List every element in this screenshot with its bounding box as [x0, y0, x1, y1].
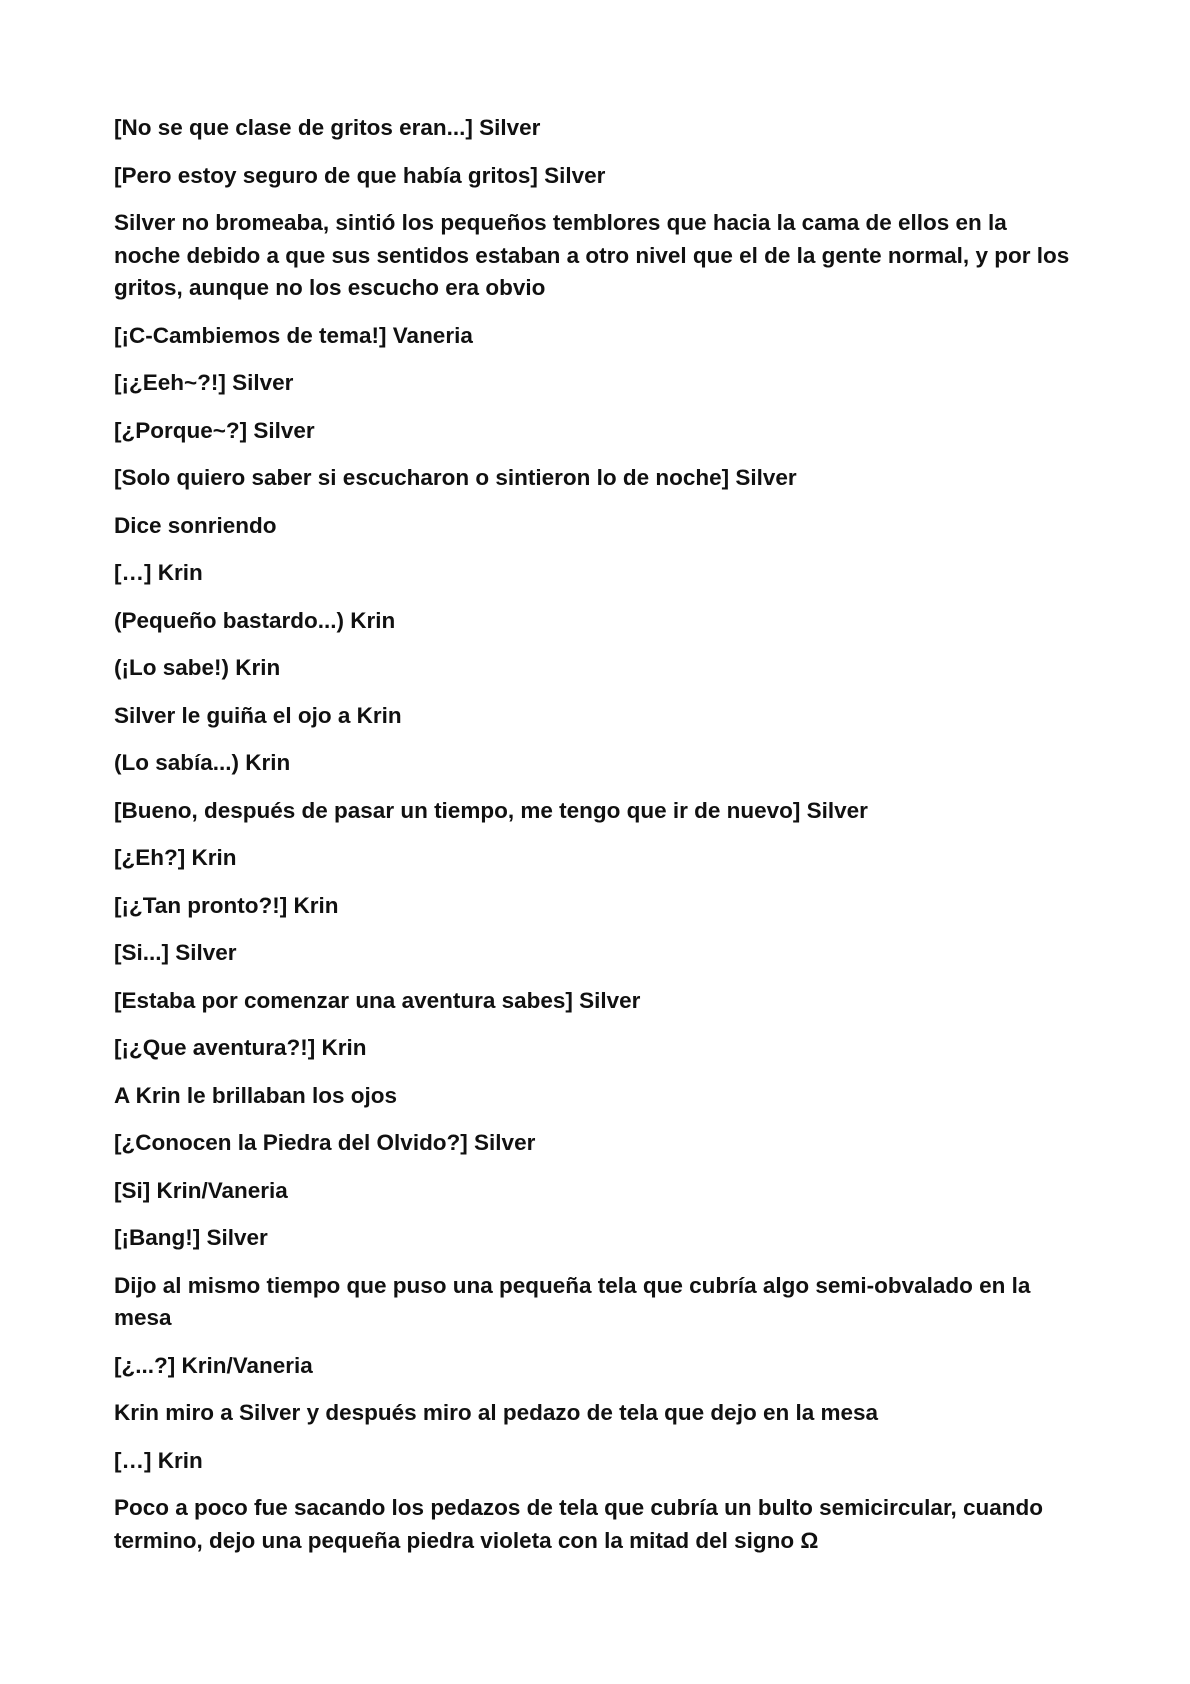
- paragraph-8: Dice sonriendo: [114, 512, 277, 538]
- paragraph-4: [¡C-Cambiemos de tema!] Vaneria: [114, 322, 473, 348]
- paragraph-1: [No se que clase de gritos eran...] Silver: [114, 115, 541, 140]
- paragraph-26: Krin miro a Silver y después miro al pedazo de tela que dejo en la mesa: [114, 1400, 879, 1425]
- paragraph-15: [¿Eh?] Krin: [114, 845, 237, 870]
- paragraph-23: [¡Bang!] Silver: [114, 1225, 268, 1250]
- paragraph-5: [¡¿Eeh~?!] Silver: [114, 370, 294, 395]
- paragraph-3: Silver no bromeaba, sintió los pequeños temblores que hacia la cama de ellos en la noche debido a que sus sentidos estaban a otro nivel que el de la gente normal, y por los gritos, aunque no los escucho era obvio: [114, 210, 1070, 300]
- paragraph-24: Dijo al mismo tiempo que puso una pequeña tela que cubría algo semi-obvalado en la mesa: [114, 1272, 1031, 1330]
- paragraph-17: [Si...] Silver: [114, 940, 237, 965]
- paragraph-13: (Lo sabía...) Krin: [114, 750, 291, 775]
- paragraph-14: [Bueno, después de pasar un tiempo, me tengo que ir de nuevo] Silver: [114, 797, 868, 823]
- paragraph-7: [Solo quiero saber si escucharon o sintieron lo de noche] Silver: [114, 465, 797, 490]
- paragraph-28: Poco a poco fue sacando los pedazos de tela que cubría un bulto semicircular, cuando termino, dejo una pequeña piedra violeta con la mitad del signo Ω: [114, 1495, 1043, 1553]
- paragraph-11: (¡Lo sabe!) Krin: [114, 655, 281, 680]
- paragraph-10: (Pequeño bastardo...) Krin: [114, 607, 396, 633]
- paragraph-19: [¡¿Que aventura?!] Krin: [114, 1035, 367, 1060]
- paragraph-2: [Pero estoy seguro de que había gritos] Silver: [114, 162, 606, 188]
- paragraph-16: [¡¿Tan pronto?!] Krin: [114, 892, 339, 918]
- paragraph-25: [¿...?] Krin/Vaneria: [114, 1352, 313, 1378]
- document-body: [114, 112, 1079, 1572]
- paragraph-12: Silver le guiña el ojo a Krin: [114, 702, 402, 728]
- paragraph-18: [Estaba por comenzar una aventura sabes] Silver: [114, 987, 641, 1013]
- paragraph-6: [¿Porque~?] Silver: [114, 417, 315, 443]
- paragraph-27: […] Krin: [114, 1447, 203, 1473]
- paragraph-21: [¿Conocen la Piedra del Olvido?] Silver: [114, 1130, 536, 1155]
- paragraph-20: A Krin le brillaban los ojos: [114, 1082, 397, 1108]
- paragraph-9: […] Krin: [114, 560, 203, 585]
- paragraph-22: [Si] Krin/Vaneria: [114, 1177, 288, 1203]
